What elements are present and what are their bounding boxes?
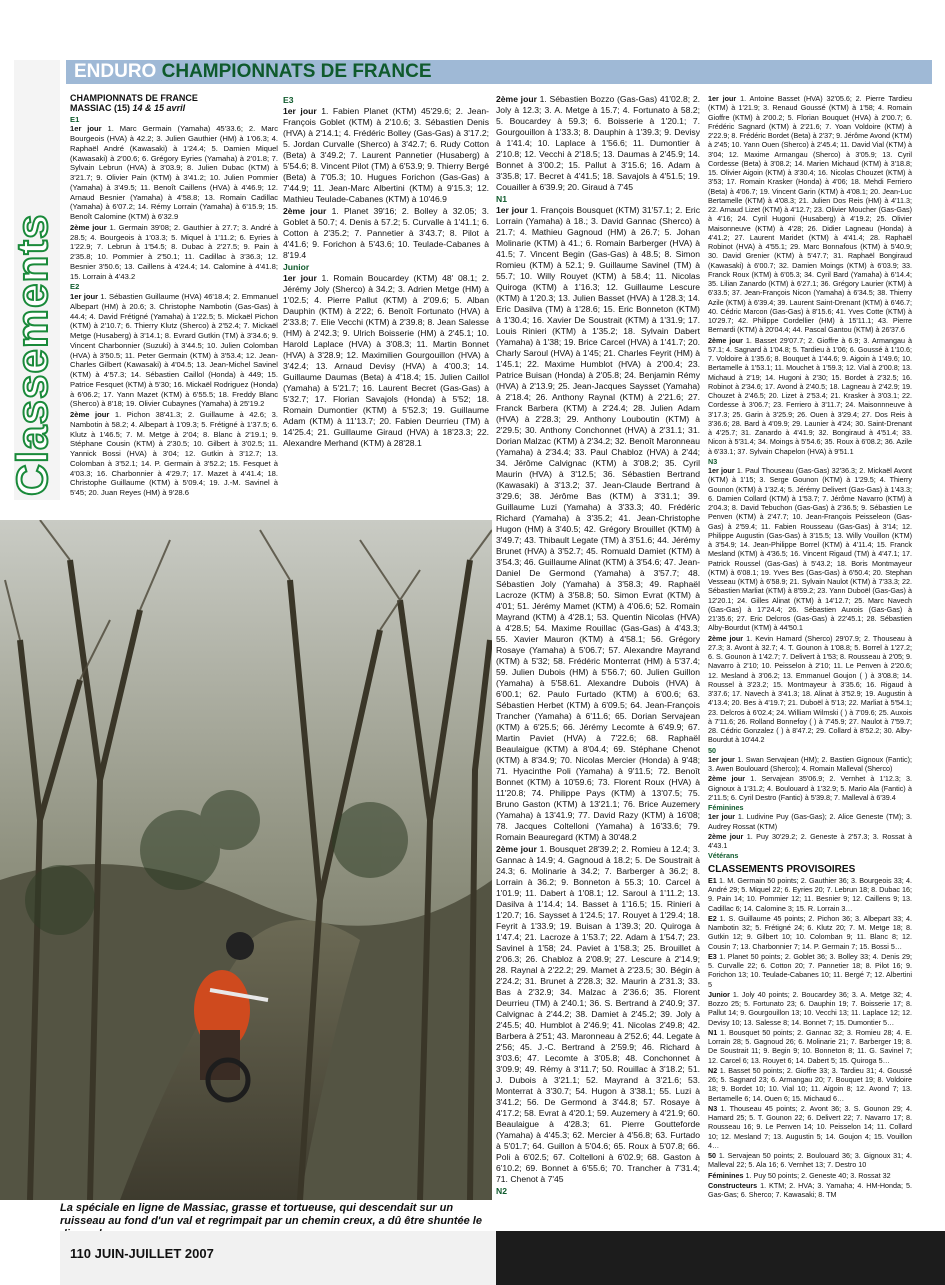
result-text: 1. Sébastien Guillaume (HVA) 46'18.4; 2. Emmanuel Albepart (HM) à 20.6; 3. Christophe Nambotin (Gas-Gas) à 44.4; 4. David Frétigné (Yamaha) à 1'22.5; 5. Mickaël Pichon (KTM) à 2'10.7; 6. Thierry Klutz (Sherco) à 2'52.4; 7. Mickaël Metge (Husaberg) à 3'14.1; 8. Evrard Gutkin (TM) à 3'34.6; 9. Vincent Charbonnier (Suzuki) à 3'44.5; 10. Julien Colomban (HVA) à 3'50.5; 11. Peter Germain (KTM) à 3'53.4; 12. Jean-Charles Gilbert (Kawasaki) à 4'04.5; 13. Jean-Michel Savinel (KTM) à 4'57.3; 14. Sébastien Caillol (Honda) à 449; 15. Patrice Fesquet (KTM) à 5'30; 16. Mickaël Rodriguez (Honda) à 6'06.2; 17. Yann Mazet (KTM) à 6'55.5; 18. Freddy Blanc (Sherco) à 8'18; 19. Olivier Cubaynes (Yamaha) à 25'19.2 bbox=[70, 292, 278, 409]
category-heading: Vétérans bbox=[708, 851, 739, 861]
result-text: 1. Pichon 38'41.3; 2. Guillaume à 42.6; 3. Nambotin à 58.2; 4. Albepart à 1'09.3; 5. Frétigné à 1'37.5; 6. Klutz à 1'46.5; 7. M. Metge à 2'04; 8. Blanc à 2'19.1; 9. Stéphane Cousin (KTM) à 2'30.5; 10. Gilbert à 3'02.5; 11. Yannick Bossi (HVA) à 3'04; 12. Gutkin à 3'12.7; 13. Colomban à 3'52.1; 14. P. Germain à 3'52.2; 15. Fesquet à 4'03.3; 16. Charbonnier à 4'29.7; 17. Mazet à 4'41.4; 18. Christophe Guillaume (KTM) à 5'09.4; 19. J.-M. Savinel à 5'45; 20. Juan Reyes (HM) à 9'28.6 bbox=[70, 410, 278, 497]
column-1-body bbox=[70, 115, 278, 498]
day-label: 2ème jour bbox=[708, 774, 746, 784]
result-entry bbox=[70, 292, 278, 409]
standing-category: N1 bbox=[708, 1027, 718, 1037]
result-entry bbox=[283, 106, 489, 205]
photo-caption: La spéciale en ligne de Massiac, grasse et tortueuse, qui descendait sur un ruisseau au fond d'un val et regrimpait par un chemin creux, a dû être shuntée le bbox=[60, 1202, 482, 1227]
day-label: 1er jour bbox=[708, 94, 737, 103]
event-title: CHAMPIONNATS DE FRANCE bbox=[70, 94, 198, 103]
results-column-4 bbox=[708, 94, 912, 1229]
category-heading: E2 bbox=[70, 282, 80, 292]
standing-entry bbox=[708, 1181, 912, 1200]
day-label: 2ème jour bbox=[283, 206, 327, 216]
standing-text: 1. KTM; 2. HVA; 3. Yamaha; 4. HM-Honda; 5. Gas-Gas; 6. Sherco; 7. Kawasaki; 8. TM bbox=[708, 1180, 912, 1199]
standing-entry bbox=[708, 876, 912, 913]
result-entry bbox=[708, 336, 912, 456]
day-label: 1er jour bbox=[70, 124, 102, 134]
category-heading: N2 bbox=[496, 1186, 507, 1196]
day-label: 2ème jour bbox=[708, 831, 744, 841]
result-text: 1. Bousquet 28'39.2; 2. Romieu à 12.4; 3. Gannac à 14.9; 4. Gagnoud à 18.2; 5. De Soustrait à 24.3; 6. Molinarie à 34.2; 7. Barberger à 36.2; 8. Lorrain à 36.2; 9. Bonneton à 55.3; 10. Carcel à 1'01.9; 11. Dabert à 1'08.1; 12. Saroul à 1'11.2; 13. Dasilva à 1'14.4; 14. Basset à 1'16.5; 15. Rinieri à 1'20.7; 16. Saysset à 1'24.5; 17. Rouyet à 1'29.4; 18. Feyrit à 1'33.9; 19. Buisan à 1'39.3; 20. Quiroga à 1'47.4; 21. Lacroze à 1'53.7; 22. Adam à 1'54.7; 23. Savinel à 1'58; 24. Paviet à 1'58.3; 25. Brouillet à 2'06.3; 26. Chabloz à 2'08.9; 27. Lescure à 2'14.9; 28. Raynal à 2'22.2; 29. Mamet à 2'23.5; 30. Bégin à 2'24.2; 31. Brunet à 2'28.3; 32. Maurin à 2'31.3; 33. Bas à 2'32.9; 34. Malzac à 2'36.6; 35. Florent Deurrieu (TM) à 2'40.1; 36. S. Bertrand à 2'40.9; 37. Calvignac à 2'44.2; 38. Damiet à 2'45.2; 39. Joly à 2'45.5; 40. Humblot à 2'46.9; 41. Nicolas 2'49.8; 42. Barbera à 2'51; 43. Maronneau à 2'52.6; 44. Legate à 2'56; 45. J.-C. Bertrand à 2'59.9; 46. Richard à 3'03.6; 47. Lecomte à 3'05.8; 48. Conchonnet à 3'09.9; 49. Rémy à 3'11.7; 50. Rouillac à 3'18.2; 51. J. Dubois à 3'21.1; 52. Mayrand à 3'21.6; 53. Monterrat à 3'30.7; 54. Hugon à 3'38.1; 55. Luzi à 3'41.2; 56. De Germond à 3'44.8; 57. Rosaye à 4'17.2; 58. Evrat à 4'20.1; 59. Auzemery à 4'21.9; 60. Beaulaigue à 4'28.3; 61. Pierre Goutteforde (Yamaha) à 4'45.3; 62. Mercier à 4'56.8; 63. Furtado à 5'01.7; 64. Guillon à 5'04.6; 65. Roux à 5'07.8; 66. Poli à 6'02.5; 67. Coltelloni à 6'02.9; 68. Gaston à 6'10.2; 69. Bonnet à 6'55.6; 70. Trancher à 7'31.4; 71. Chenot à 7'45 bbox=[496, 844, 700, 1184]
standing-entry bbox=[708, 1171, 912, 1180]
result-entry bbox=[496, 844, 700, 1185]
enduro-rider-photo bbox=[0, 520, 492, 1200]
standing-entry bbox=[708, 1066, 912, 1103]
standing-category: E3 bbox=[708, 951, 717, 961]
standing-text: 1. Joly 40 points; 2. Boucardey 36; 3. A. Metge 32; 4. Bozzo 25; 5. Fortunato 23; 6. Dauphin 19; 7. Boisserie 17; 8. Pallut 14; 9. Gourgouillon 13; 10. Vecchi 13; 11. Laplace 12; 12. Devisy 10; 13. Salesse 8; 14. Bonnet 7; 15. Dumontier 5… bbox=[708, 989, 912, 1027]
day-label: 1er jour bbox=[496, 205, 528, 215]
result-entry bbox=[708, 94, 912, 335]
footer-dark-block bbox=[496, 1231, 945, 1285]
day-label: 1er jour bbox=[283, 273, 317, 283]
day-label: 1er jour bbox=[70, 292, 99, 301]
result-text: 1. Paul Thouseau (Gas-Gas) 32'36.3; 2. Mickaël Avont (KTM) à 1'15; 3. Serge Gounon (KTM) à 1'29.5; 4. Thierry Gounon (KTM) à 1'32.4; 5. Jérémy Delivert (Gas-Gas) à 1'43.3; 6. Damien Collard (KTM) à 1'53.7; 7. Jérôme Navarro (KTM) à 2'04.3; 8. David Tebuchon (Gas-Gas) à 2'36.5; 9. Sébastien Le Penven (KTM) à 2'47.7; 10. Jean-François Peisseleon (Gas-Gas) à 2'59.4; 11. Fabien Rousseau (Gas-Gas) à 3'14; 12. Philippe Augustin (Gas-Gas) à 3'15.5; 13. Willy Vouillon (KTM) à 3'54.9; 14. Jean-Philippe Borrel (KTM) à 4'11.4; 15. Franck Mesland (KTM) à 4'36.5; 16. Vincent Rigaud (TM) à 4'47.1; 17. Patrick Roussel (Gas-Gas) à 5'43.2; 18. Boris Montmayeur (KTM) à 6'08.1; 19. Yves Bes (Gas-Gas) à 6'50.4; 20. Stephan Vesseau (KTM) à 6'58.9; 21. Sylvain Naulot (KTM) à 7'33.3; 22. Sébastien Marliat (KTM) à 8'59.2; 23. Yann Duboël (Gas-Gas) à 12'20.1; 24. Gilles Alinat (KTM) à 14'12.7; 25. Marc Navech (Gas-Gas) à 17'24.4; 26. Sébastien Auxois (Gas-Gas) à 21'35.6; 27. Eric Delcros (Gas-Gas) à 22'45.1; 28. Sébastien Alby-Bourdut (KTM) à 44'50.1 bbox=[708, 466, 912, 633]
result-text: 1. Romain Boucardey (KTM) 48' 08.1; 2. Jérémy Joly (Sherco) à 34.2; 3. Adrien Metge (HM) à 1'02.5; 4. Pierre Pallut (KTM) à 2'09.6; 5. Alban Dauphin (KTM) à 2'22; 6. Benoît Fortunato (HVA) à 2'33.8; 7. Elie Vecchi (KTM) à 2'39.8; 8. Jean Salesse (HM) à 2'42.3; 9. Ulrich Boisserie (HM) à 2'45.1; 10. Harold Laplace (HVA) à 3'08.3; 11. Martin Bonnet (HVA) à 3'28.9; 12. Maximilien Gourgouillon (HVA) à 3'42.4; 13. Arnaud Devisy (HVA) à 4'00.3; 14. Guillaume Daumas (Beta) à 4'18.4; 15. Julien Caillol (Yamaha) à 5'21.7; 16. Laurent Becret (Gas-Gas) à 5'32.7; 17. Florian Savajols (Honda) à 5'52; 18. Romain Dumontier (KTM) à 5'52.3; 19. Guillaume Adam (KTM) à 11'13.7; 20. Fabien Deurrieu (TM) à 14'25.4; 21. Guillaume Giraud (HVA) à 18'23.3; 22. Alexandre Merhand (KTM) à 28'28.1 bbox=[283, 273, 489, 448]
standing-category: E1 bbox=[708, 875, 717, 885]
day-label: 2ème jour bbox=[70, 222, 107, 232]
standing-category: Constructeurs bbox=[708, 1180, 758, 1190]
standing-text: 1. Basset 50 points; 2. Gioffre 33; 3. Tardieu 31; 4. Goussé 26; 5. Sagnard 23; 6. Armangau 20; 7. Bouquet 19; 8. Voldoire 18; 9. Bordet 10; 10. Vial 10; 11. Aigoin 8; 12. Avond 7; 13. Bertamelle 6; 14. Ouen 6; 15. Michaud 6… bbox=[708, 1065, 912, 1103]
standing-category: N2 bbox=[708, 1065, 718, 1075]
standing-entry bbox=[708, 1104, 912, 1150]
category-heading: N3 bbox=[708, 456, 718, 466]
result-entry bbox=[708, 466, 912, 633]
standing-category: Junior bbox=[708, 989, 730, 999]
section-header bbox=[66, 60, 932, 84]
category-heading: Féminines bbox=[708, 803, 744, 812]
result-entry bbox=[496, 94, 700, 193]
category-heading: 50 bbox=[708, 745, 716, 755]
result-entry bbox=[283, 206, 489, 261]
standing-text: 1. Thouseau 45 points; 2. Avont 36; 3. S. Gounon 29; 4. Hamard 25; 5. T. Gounon 22; 6. Delivert 22; 7. Navarro 17; 8. Rousseau 16; 9. Le Penven 14; 10. Peisselon 14; 11. Collard 10; 12. Mesland 7; 13. Augustin 5; 14. Goujon 4; 15. Vouillon 4… bbox=[708, 1103, 912, 1150]
day-label: 1er jour bbox=[283, 106, 317, 116]
day-label: 2ème jour bbox=[496, 844, 537, 854]
day-label: 1er jour bbox=[708, 812, 736, 822]
result-text: 1. Fabien Planet (KTM) 45'29.6; 2. Jean-François Goblet (KTM) à 2'10.6; 3. Sébastien Denis (HVA) à 2'14.1; 4. Frédéric Bolley (Gas-Gas) à 3'17.2; 5. Jordan Curvalle (Sherco) à 3'42.7; 6. Rudy Cotton (Beta) à 3'49.2; 7. Laurent Pannetier (Husaberg) à 5'54.6; 8. Vincent Pilot (TM) à 6'53.9; 9. Thierry Bergé (Beta) à 7'05.3; 10. Hugues Forichon (Gas-Gas) à 7'44.9; 11. Jean-Marc Albertini (KTM) à 9'15.3; 12. Mathieu Teulade-Cabanes (KTM) à 10'46.9 bbox=[283, 106, 489, 204]
category-heading: Junior bbox=[283, 262, 310, 272]
standing-entry bbox=[708, 1151, 912, 1170]
result-text: 1. Germain 39'08; 2. Gauthier à 27.7; 3. André à 28.5; 4. Bourgeois à 1'03.3; 5. Miquel à 1'11.2; 6. Eyries à 1'22.9; 7. Lebrun à 1'54.5; 8. Dubac à 2'27.5; 9. Pain à 2'35.8; 10. Pommier à 2'50.1; 11. Cadillac à 3'36.3; 12. Besnier 3'50.6; 13. Caillens à 4'24.4; 14. Calomine à 4'41.8; 15. Lorrain à 4'43.2 bbox=[70, 222, 278, 281]
page-number: 110 bbox=[70, 1246, 91, 1261]
result-text: 1. Sébastien Bozzo (Gas-Gas) 41'02.8; 2. Joly à 12.3; 3. A. Metge à 15.7; 4. Fortunato à 58.2; 5. Boucardey à 59.3; 6. Boisserie à 1'20.1; 7. Gourgouillon à 1'33.3; 8. Dauphin à 1'39.3; 9. Devisy à 1'41.4; 10. Laplace à 1'56.6; 11. Dumontier à 2'10.8; 12. Vecchi à 2'18.5; 13. Daumas à 2'45.9; 14. Bonnet à 3'00.2; 15. Pallut à 3'15.6; 16. Adam à 3'35.8; 17. Becret à 4'41.5; 18. Savajols à 4'51.5; 19. Couailler à 6'39.9; 20. Giraud à 7'45 bbox=[496, 94, 700, 192]
result-entry bbox=[708, 634, 912, 745]
sidebar-title: Classements bbox=[8, 213, 57, 496]
day-label: 2ème jour bbox=[70, 410, 110, 419]
standing-text: 1. Puy 50 points; 2. Geneste 40; 3. Rossat 32 bbox=[743, 1170, 891, 1180]
standing-category: E2 bbox=[708, 913, 717, 923]
issue-date: JUIN-JUILLET 2007 bbox=[94, 1246, 214, 1261]
result-entry bbox=[70, 410, 278, 498]
day-label: 1er jour bbox=[708, 466, 735, 475]
event-subtitle bbox=[70, 104, 278, 114]
standing-category: 50 bbox=[708, 1151, 716, 1160]
result-entry bbox=[708, 774, 912, 802]
standing-text: 1. Servajean 50 points; 2. Boulouard 36; 3. Gignoux 31; 4. Malleval 22; 5. Ala 16; 6. Vernhet 13; 7. Destro 10 bbox=[708, 1151, 912, 1170]
standing-entry bbox=[708, 1028, 912, 1065]
result-text: 1. Antoine Basset (HVA) 32'05.6; 2. Pierre Tardieu (KTM) à 1'21.9; 3. Renaud Goussé (KTM) à 1'58; 4. Romain Gioffre (KTM) à 2'00.2; 5. Florian Bouquet (HVA) à 2'00.7; 6. Frédéric Sagnard (KTM) à 2'21.6; 7. Yoan Voldoire (KTM) à 2'22.9; 8. Frédéric Bordet (Beta) à 2'37; 9. Jérôme Avond (KTM) à 2'45; 10. Yann Ouen (Sherco) à 2'45.4; 11. David Vial (KTM) à 3'04; 12. Maxime Armangau (Sherco) à 3'05.9; 13. Cyril Cordesse (Beta) à 3'08.2; 14. Marien Michaud (KTM) à 3'18.8; 15. Olivier Aigoin (KTM) à 3'30.4; 16. Nicolas Chouzet (KTM) à 3'53; 17. Romain Krasker (Honda) à 4'06; 18. Mehdi Ferriero (Beta) à 4'06.7; 19. Vincent Garin (KTM) à 4'08.1; 20. Jean-Luc Bertamelle (KTM) à 4'08.3; 21. Julien Dos Reis (HM) à 4'11.3; 22. Arnaud Lizet (KTM) à 4'12.7; 23. Olivier Moucher (Gas-Gas) à 4'16; 24. Cyril Hugoni (Husaberg) à 4'19.2; 25. Olivier Maisonneuve (KTM) à 4'28; 26. Didier Lagneau (Honda) à 4'41.2; 27. Laurent Maridet (KTM) à 4'41.4; 28. Raphaël Robinot (HVA) à 4'55.1; 29. Marc Bonnafous (KTM) à 5'40.9; 30. David Grenier (KTM) à 5'47.7; 31. Raphaël Bongiraud (Kawasaki) à 6'00.7; 32. Damien Moings (KTM) à 6'03.9; 33. Franck Roux (KTM) à 6'05.3; 34. Cyril Bard (Yamaha) à 6'14.4; 35. Lilian Zanardo (KTM) à 6'27.1; 36. Grégory Laurier (KTM) à 6'33.5; 37. Jean-François Nicon (Yamaha) à 6'34.5; 38. Thierry Azile (KTM) à 6'39.4; 39. Laurent Saint-Drenant (KTM) à 6'46.7; 40. Cédric Marcon (Gas-Gas) à 8'15.6; 41. Yves Cotte (KTM) à 10'29.7; 42. Philippe Cordellier (HM) à 15'11.1; 43. Pierre Bernardi (KTM) à 20'04.4; 44. Pascal Gantou (KTM) à 26'37.6 bbox=[708, 94, 912, 335]
result-text: 1. Kevin Hamard (Sherco) 29'07.9; 2. Thouseau à 27.3; 3. Avont à 32.7; 4. T. Gounon à 1'08.8; 5. Borrel à 1'27.2; 6. S. Gounon à 1'42.7; 7. Delivert à 1'53; 8. Rousseau à 2'05; 9. Navarro à 2'10; 10. Peisselon à 2'10; 11. Le Penven à 2'20.6; 12. Mesland à 3'06.2; 13. Emmanuel Goujon ( ) à 3'08.8; 14. Roussel à 3'23.2; 15. Montmayeur à 3'35.6; 16. Rigaud à 3'37.6; 17. Navech à 3'41.3; 18. Alinat à 3'52.9; 19. Augustin à 4'13.4; 20. Bes à 4'19.7; 21. Duboël à 5'13; 22. Marliat à 5'54.1; 23. Delcros à 6'02.4; 24. William Wilmski ( ) à 7'09.6; 25. Auxois à 7'11.6; 26. Rolland Bonnefoy ( ) à 7'45.9; 27. Naulot à 7'59.7; 28. Cédric Gonzalez ( ) à 8'47.2; 29. Collard à 8'52.2; 30. Alby-Bourdut à 10'44.2 bbox=[708, 633, 912, 745]
result-text: 1. Marc Germain (Yamaha) 45'33.6; 2. Marc Bourgeois (HVA) à 42.2; 3. Julien Gauthier (HM) à 1'06.3; 4. Raphaël André (Kawasaki) à 1'24.4; 5. Damien Miquel (Kawasaki) à 2'00.6; 6. Grégory Eyries (Yamaha) à 2'01.8; 7. Sylvain Lebrun (HVA) à 3'03.9; 8. Julien Dubac (KTM) à 3'21.7; 9. Olivier Pain (KTM) à 3'41.2; 10. Julien Pommier (Yamaha) à 3'49.5; 11. Benoît Caillens (HVA) à 4'46.9; 12. Arnaud Besnier (Yamaha) à 4'58.8; 13. Romain Cadillac (Yamaha) à 6'07.2; 14. Rémy Lorrain (Yamaha) à 6'15.9; 15. Benoît Calomine (KTM) à 6'32.9 bbox=[70, 124, 278, 221]
day-label: 2ème jour bbox=[496, 94, 537, 104]
day-label: 2ème jour bbox=[708, 335, 743, 345]
standing-text: 1. M. Germain 50 points; 2. Gauthier 36; 3. Bourgeois 33; 4. André 29; 5. Miquel 22; 6. Eyries 20; 7. Lebrun 18; 8. Dubac 16; 9. Pain 14; 10. Pommier 12; 11. Besnier 9; 12. Caillens 9; 13. Cadillac 6; 14. Calomine 3; 15. R. Lorrain 3… bbox=[708, 875, 912, 913]
header-enduro: ENDURO bbox=[74, 61, 157, 82]
category-heading: N1 bbox=[496, 194, 507, 204]
header-championnats: CHAMPIONNATS DE FRANCE bbox=[161, 61, 432, 82]
result-text: 1. Basset 29'07.7; 2. Gioffre à 6.9; 3. Armangau à 57.1; 4. Sagnard à 1'04.8; 5. Tardieu à 1'06; 6. Goussé à 1'10.6; 7. Voldoire à 1'35.6; 8. Bouquet à 1'44.6; 9. Aigoin à 1'49.6; 10. Bertamelle à 1'53.1; 11. Mouchet à 1'59.3; 12. Vial à 2'00.8; 13. Michaud à 2'19; 14. Hugoni à 2'30; 15. Bordet à 2'32.5; 16. Robinot à 2'34.6; 17. Avond à 2'40.5; 18. Lagneau à 2'42.9; 19. Chouzet à 2'46.5; 20. Lizet à 2'53.4; 21. Krasker à 3'03.1; 22. Cordesse à 3'06.7; 23. Ferriero à 3'11.7; 24. Maisonnneuve à 3'17.3; 25. Garin à 3'25.9; 26. Ouen à 3'29.4; 27. Dos Reis à 3'36.6; 28. Bard à 4'09.9; 29. Launier à 4'24; 30. Saint-Drenant à 4'25.7; 31. Zanardo à 4'41.9; 32. Bongiraud à 4'51.4; 33. Nicon à 5'31.4; 34. Moings à 5'54.6; 35. Roux à 6'08.2; 36. Azile à 6'33.1; 37. Sylvain Chapelon (HVA) à 9'51.1 bbox=[708, 335, 912, 456]
result-entry bbox=[283, 273, 489, 449]
standing-category: Féminines bbox=[708, 1170, 744, 1180]
day-label: 1er jour bbox=[708, 754, 735, 764]
result-entry bbox=[708, 832, 912, 851]
standing-category: N3 bbox=[708, 1103, 718, 1113]
event-dates: 14 & 15 avril bbox=[132, 102, 186, 113]
results-column-3 bbox=[496, 94, 700, 1229]
result-entry bbox=[70, 124, 278, 222]
result-text: 1. Servajean 35'06.9; 2. Vernhet à 1'12.3; 3. Gignoux à 1'31.2; 4. Boulouard à 1'32.9; 5. Mario Ala (Fantic) à 2'11.5; 6. Cyril Destro (Fantic) à 5'39.8; 7. Malleval à 6'39.4 bbox=[708, 774, 912, 802]
category-heading: E1 bbox=[70, 114, 80, 124]
category-heading: E3 bbox=[283, 95, 294, 105]
page-folio bbox=[70, 1246, 214, 1261]
result-text: 1. Ludivine Puy (Gas-Gas); 2. Alice Geneste (TM); 3. Audrey Rossat (KTM) bbox=[708, 812, 912, 831]
results-column-2 bbox=[283, 94, 489, 514]
result-text: 1. François Bousquet (KTM) 31'57.1; 2. Eric Lorrain (Yamaha) à 18.; 3. David Gannac (Sherco) à 21.7; 4. Mathieu Gagnoud (HM) à 26.7; 5. Johan Molinarie (KTM) à 41.; 6. Romain Barberger (HVA) à 41.5; 7. Vincent Begin (Gas-Gas) à 48.5; 8. Simon Romieu (KTM) à 52.1; 9. Guillaume Savinel (TM) à 55.7; 10. Willy Rouyet (KTM) à 58.4; 11. Nicolas Quiroga (KTM) à 1'16.3; 12. Guillaume Lescure (KTM) à 1'20.3; 13. Julien Basset (HVA) à 1'28.3; 14. Eric Dasilva (TM) à 1'28.6; 15. Eric Bonneton (KTM) à 1'30.4; 16. Xavier De Soustrait (KTM) à 1'31.9; 17. Louis Rinieri (KTM) à 1'35.2; 18. Sylvain Dabert (Yamaha) à 1'38; 19. Brice Carcel (HVA) à 1'41.7; 20. Charly Saroul (HVA) à 1'45; 21. Charles Feyrit (HM) à 1'45.1; 22. Maxime Humblot (HVA) à 2'00.4; 23. Patrice Buisan (Honda) à 2'05.8; 24. Benjamin Rémy (HVA) à 2'13.9; 25. Jean-Jacques Saysset (Yamaha) à 2'18.4; 26. Anthony Raynal (KTM) à 2'21.6; 27. Franck Barbera (KTM) à 2'24.4; 28. Julien Adam (HVA) à 2'28.3; 29. Anthony Louboutin (KTM) à 2'29.5; 30. Anthony Conchonnet (HVA) à 2'31.1; 31. Dorian Malzac (KTM) à 2'34.2; 32. Benoît Maronneau (Yamaha) à 2'34.4; 33. Paul Chabloz (HVA) à 2'44; 34. Jérôme Calvignac (KTM) à 3'08.2; 35. Cyril Maurin (HVA) à 3'12.5; 36. Sébastien Bertrand (Kawasaki) à 3'13.2; 37. Jean-Claude Bertrand à 3'29.6; 38. Jérôme Bas (KTM) à 3'31.1; 39. Guillaume Luzi (Yamaha) à 3'33.3; 40. Frédéric Richard (Yamaha) à 3'35.2; 41. Jean-Christophe Hugon (HM) à 3'40.5; 42. Grégory Brouillet (KTM) à 3'49.7; 43. Thibault Legate (TM) à 3'51.6; 44. Jérémy Brunet (HVA) à 3'52.7; 45. Romuald Damiet (KTM) à 3'54.3; 46. Guillaume Alinat (KTM) à 3'54.6; 47. Jean-Daniel De Germond (Yamaha) à 3'57.7; 48. Sébastien Joly (Yamaha) à 3'58.3; 49. Raphaël Lacroze (KTM) à 3'58.8; 50. Simon Evrat (KTM) à 4'01; 51. Jérémy Mamet (KTM) à 4'06.6; 52. Romain Mayrand (KTM) à 4'28.1; 53. Quentin Nicolas (HVA) à 4'28.5; 54. Maxime Rouillac (Gas-Gas) à 4'43.3; 55. Xavier Mauron (KTM) à 4'58.1; 56. Grégory Rosaye (Yamaha) à 5'06.7; 57. Alexandre Mayrand (KTM) à 5'32; 58. Frédéric Monterrat (HM) à 5'37.4; 59. Julien Dubois (HM) à 5'56.7; 60. Julien Guillon (Yamaha) à 5'58.61. Alexandre Dubois (HVA) à 6'00.1; 62. Paulo Furtado (KTM) à 6'00.6; 63. Sébastien Herbet (KTM) à 6'09.5; 64. Jean-François Trancher (Yamaha) à 6'11.6; 65. Dorian Servajean (KTM) à 6'25.5; 66. Jérémy Lecomte à 6'49.9; 67. Martin Paviet (HVA) à 7'22.6; 68. Raphaël Beaulaigue (KTM) à 8'04.4; 69. Stéphane Chenot (KTM) à 8'34.9; 70. Nicolas Mercier (Honda) à 9'48; 71. Hyacinthe Poli (Yamaha) à 9'11.5; 72. Benoît Bonnet (KTM) à 10'59.6; 73. Florent Roux (HVA) à 11'20.8; 74. Philippe Pays (KTM) à 13'07.5; 75. Bruno Gaston (KTM) à 13'21.1; 76. Brice Auzemery (Yamaha) à 13'41.9; 77. David Razy (KTM) à 16'08; 78. Jacques Coltelloni (Yamaha) à 16'33.6; 79. Romain Beauregard (KTM) à 30'48.2 bbox=[496, 205, 700, 842]
result-entry bbox=[708, 755, 912, 774]
result-text: 1. Puy 30'29.2; 2. Geneste à 2'57.3; 3. Rossat à 4'43.1 bbox=[708, 831, 912, 850]
standing-entry bbox=[708, 914, 912, 951]
standing-entry bbox=[708, 952, 912, 989]
standing-text: 1. Planet 50 points; 2. Goblet 36; 3. Bolley 33; 4. Denis 29; 5. Curvalle 22; 6. Cotton 20; 7. Pannetier 18; 8. Pilot 16; 9. Forichon 13; 10. Teulade-Cabanes 10; 11. Bergé 7; 12. Albertini 5 bbox=[708, 951, 912, 989]
result-text: 1. Swan Servajean (HM); 2. Bastien Gignoux (Fantic); 3. Awen Boulouard (Sherco); 4. Romain Malleval (Sherco) bbox=[708, 754, 912, 773]
day-label: 2ème jour bbox=[708, 633, 744, 643]
result-text: 1. Planet 39'16; 2. Bolley à 32.05; 3. Goblet à 50.7; 4. Denis à 57.2; 5. Curvalle à 1'41.1; 6. Cotton à 2'35.2; 7. Pannetier à 3'43.7; 8. Pilot à 4'41.6; 9. Forichon à 5'43.6; 10. Teulade-Cabanes à 8'19.4 bbox=[283, 206, 489, 260]
standing-text: 1. Bousquet 50 points; 2. Gannac 32; 3. Romieu 28; 4. E. Lorrain 28; 5. Gagnoud 26; 6. Molinarie 21; 7. Barberger 19; 8. De Soustrait 11; 9. Begin 9; 10. Bonneton 8; 11. G. Savinel 7; 12. Carcel 6; 13. Rouyet 6; 14. Dabert 5; 15. Quiroga 5… bbox=[708, 1027, 912, 1065]
event-place: MASSIAC (15) bbox=[70, 102, 131, 113]
result-entry bbox=[496, 205, 700, 843]
provisional-standings-title: CLASSEMENTS PROVISOIRES bbox=[708, 863, 856, 875]
results-column-1 bbox=[70, 94, 278, 514]
result-entry bbox=[708, 812, 912, 831]
standing-text: 1. S. Guillaume 45 points; 2. Pichon 36; 3. Albepart 33; 4. Nambotin 32; 5. Frétigné 24; 6. Klutz 20; 7. M. Metge 18; 8. Gutkin 12; 9. Gilbert 10; 10. Colomban 9; 11. Blanc 8; 12. Cousin 7; 13. Charbonnier 7; 14. P. Germain 7; 15. Bossi 5… bbox=[708, 913, 912, 951]
result-entry bbox=[70, 223, 278, 282]
standing-entry bbox=[708, 990, 912, 1027]
